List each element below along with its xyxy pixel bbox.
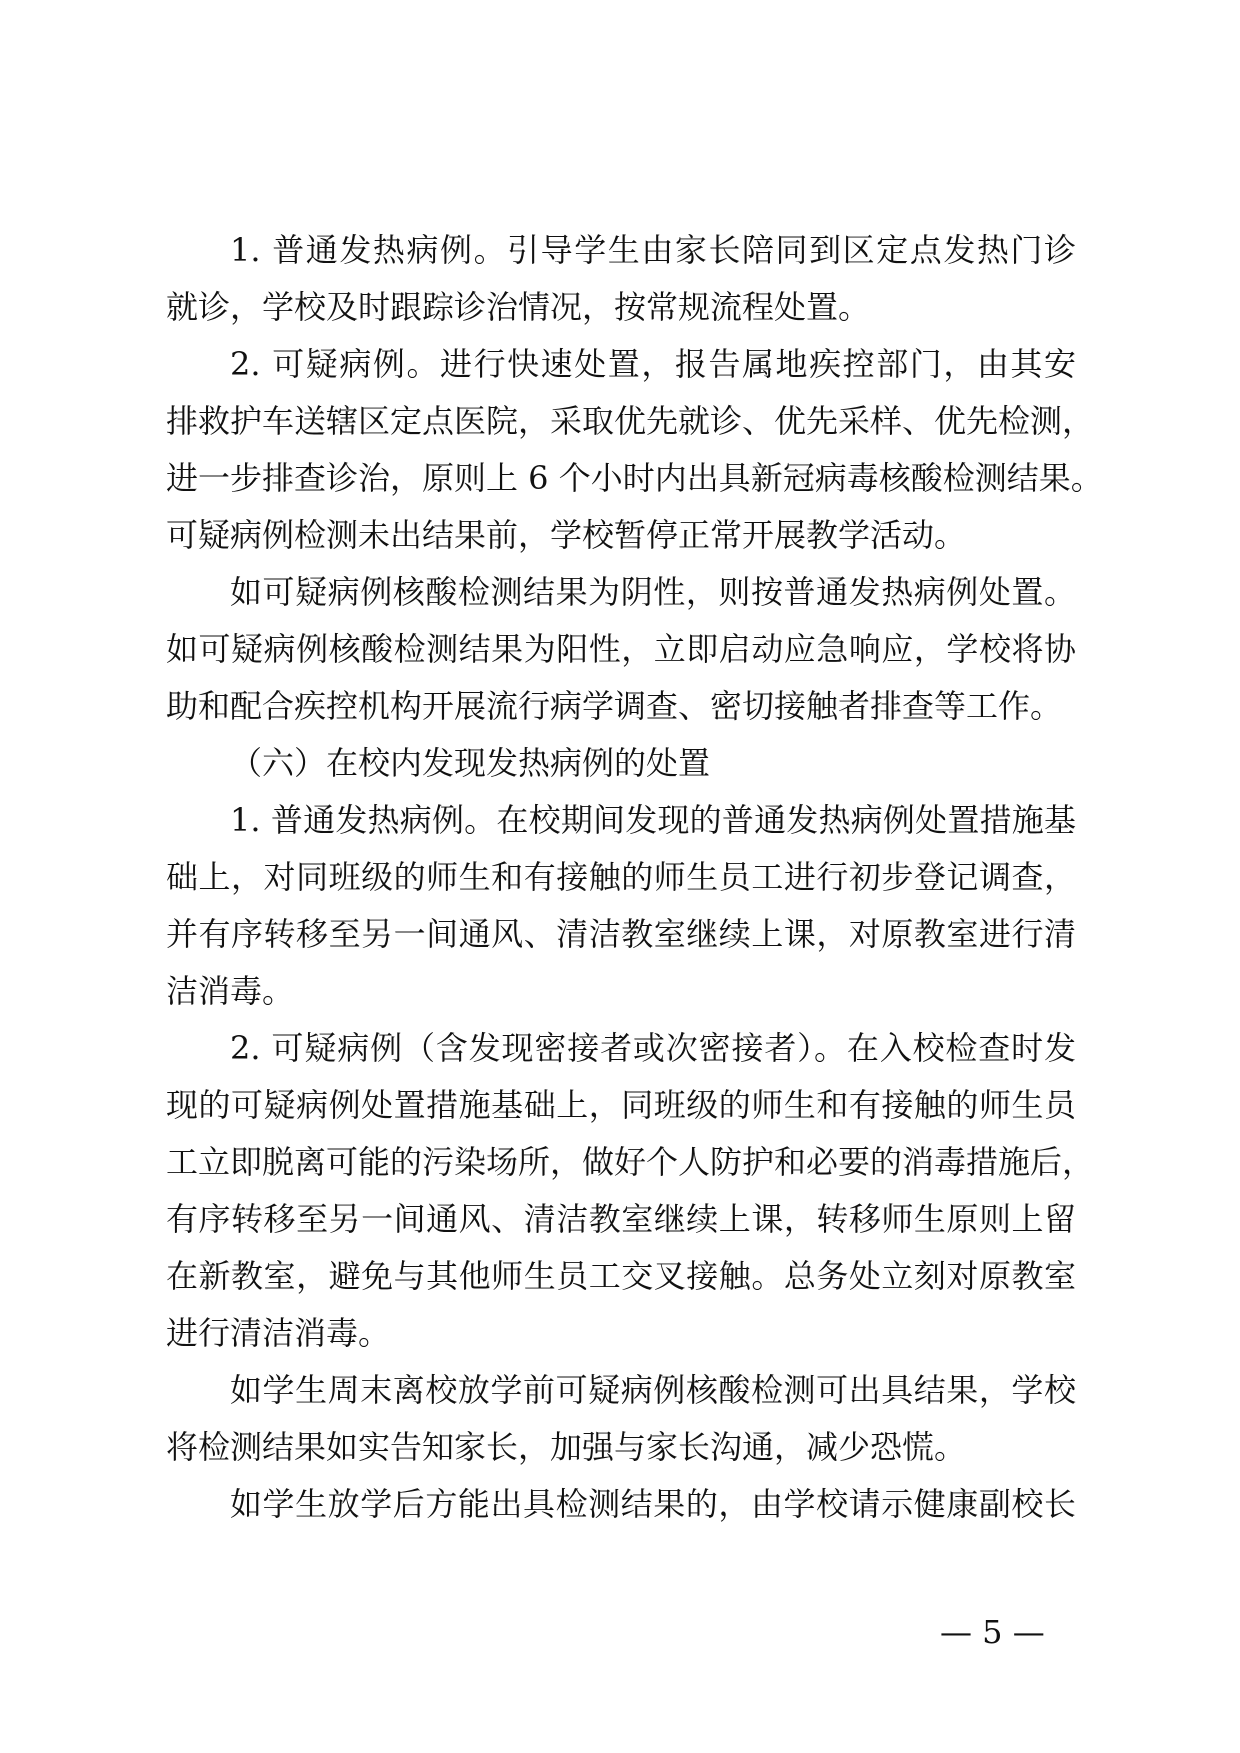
paragraph-line: 如学生放学后方能出具检测结果的，由学校请示健康副校长 — [230, 1485, 1076, 1523]
paragraph-line: 1. 普通发热病例。引导学生由家长陪同到区定点发热门诊 — [230, 231, 1076, 269]
document-body — [166, 222, 1103, 1533]
section-heading: （六）在校内发现发热病例的处置 — [230, 744, 711, 782]
paragraph-line: 工立即脱离可能的污染场所，做好个人防护和必要的消毒措施后， — [166, 1143, 1095, 1181]
page-number: — 5 — — [940, 1613, 1045, 1651]
paragraph-line: 现的可疑病例处置措施基础上，同班级的师生和有接触的师生员 — [166, 1086, 1076, 1124]
paragraph-line: 如可疑病例核酸检测结果为阴性，则按普通发热病例处置。 — [230, 573, 1076, 611]
paragraph-line: 洁消毒。 — [166, 972, 295, 1010]
paragraph-line: 进行清洁消毒。 — [166, 1314, 391, 1352]
paragraph-line: 2. 可疑病例。进行快速处置，报告属地疾控部门，由其安 — [230, 345, 1076, 383]
paragraph-line: 将检测结果如实告知家长，加强与家长沟通，减少恐慌。 — [166, 1428, 967, 1466]
paragraph-line: 2. 可疑病例（含发现密接者或次密接者）。在入校检查时发 — [230, 1029, 1076, 1067]
paragraph-line: 可疑病例检测未出结果前，学校暂停正常开展教学活动。 — [166, 516, 967, 554]
paragraph-line: 在新教室，避免与其他师生员工交叉接触。总务处立刻对原教室 — [166, 1257, 1076, 1295]
paragraph-line: 排救护车送辖区定点医院，采取优先就诊、优先采样、优先检测， — [166, 402, 1095, 440]
paragraph-line: 助和配合疾控机构开展流行病学调查、密切接触者排查等工作。 — [166, 687, 1063, 725]
paragraph-line: 并有序转移至另一间通风、清洁教室继续上课，对原教室进行清 — [166, 915, 1076, 953]
paragraph-line: 进一步排查诊治，原则上 6 个小时内出具新冠病毒核酸检测结果。 — [166, 459, 1103, 497]
paragraph-line: 如学生周末离校放学前可疑病例核酸检测可出具结果，学校 — [230, 1371, 1076, 1409]
paragraph-line: 就诊，学校及时跟踪诊治情况，按常规流程处置。 — [166, 288, 871, 326]
paragraph-line: 础上，对同班级的师生和有接触的师生员工进行初步登记调查， — [166, 858, 1076, 896]
paragraph-line: 有序转移至另一间通风、清洁教室继续上课，转移师生原则上留 — [166, 1200, 1076, 1238]
paragraph-line: 1. 普通发热病例。在校期间发现的普通发热病例处置措施基 — [230, 801, 1076, 839]
paragraph-line: 如可疑病例核酸检测结果为阳性，立即启动应急响应，学校将协 — [166, 630, 1076, 668]
